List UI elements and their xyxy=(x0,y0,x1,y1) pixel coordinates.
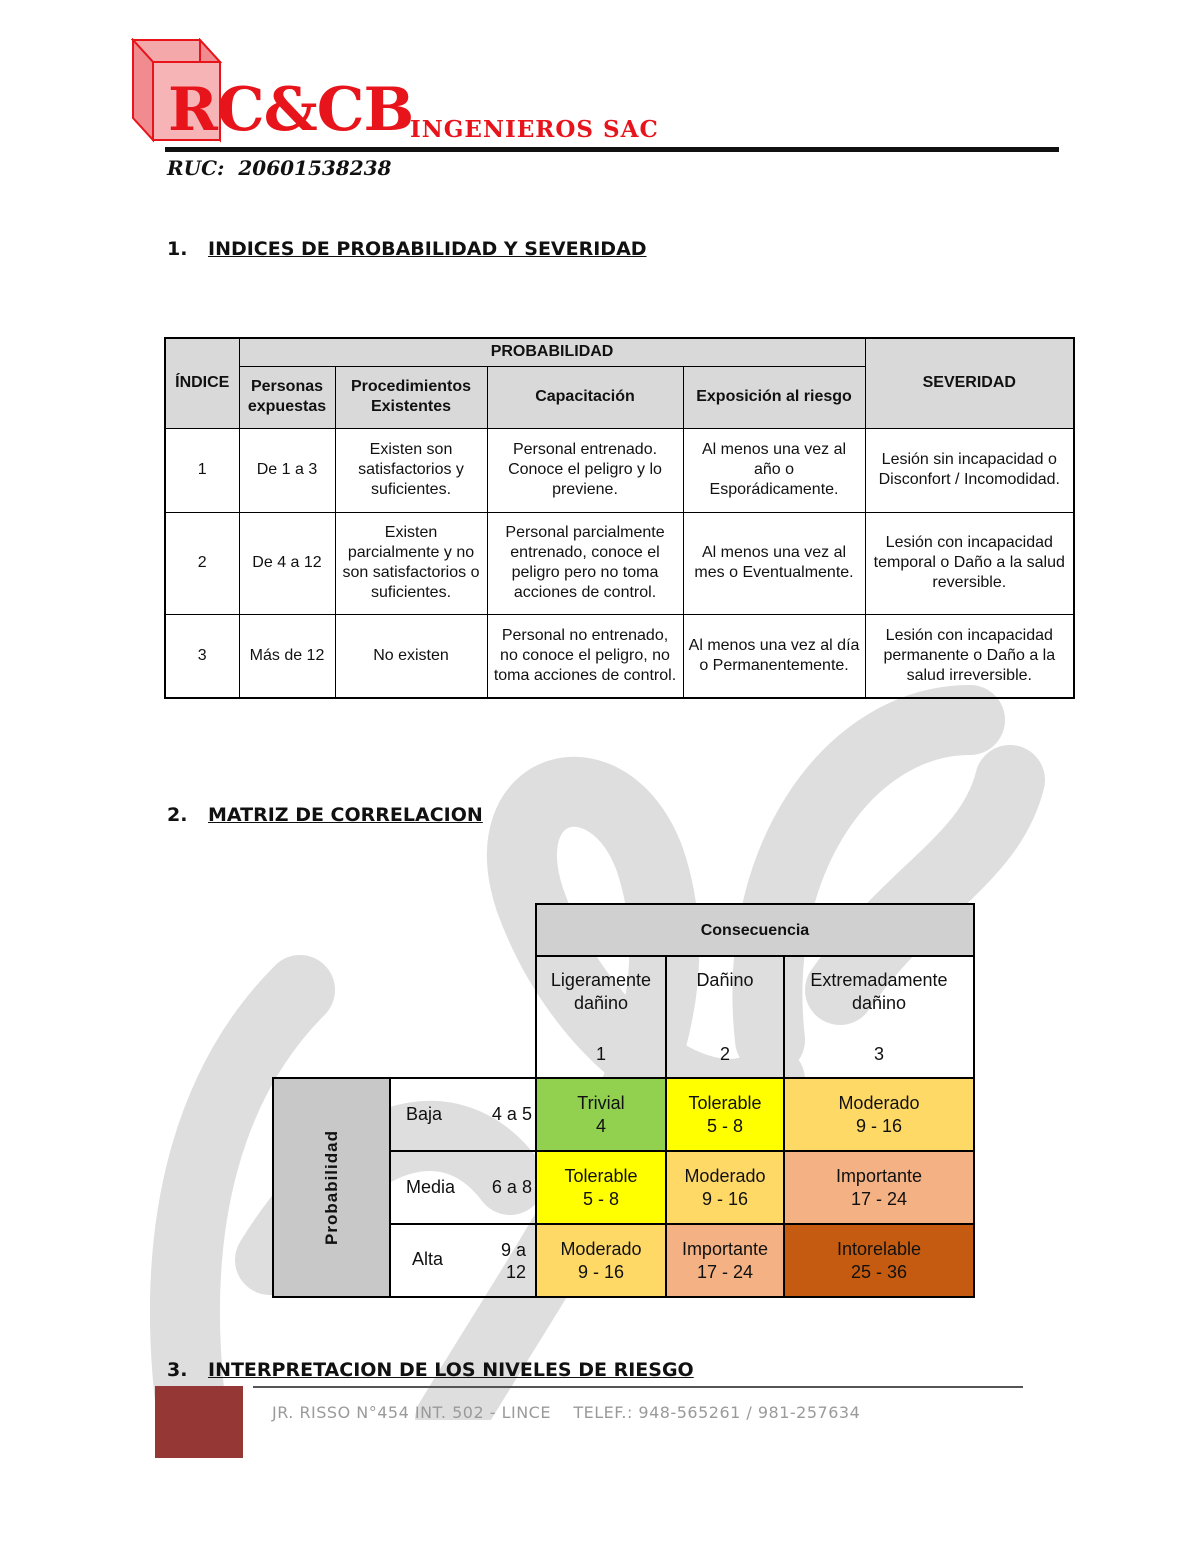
risk-cell-tolerable: Tolerable 5 - 8 xyxy=(666,1078,784,1151)
ruc-line xyxy=(167,156,391,180)
risk-cell-moderado: Moderado 9 - 16 xyxy=(784,1078,974,1151)
brand-name: RC&CB xyxy=(168,75,414,145)
indices-table xyxy=(164,337,1075,699)
col-header-personas: Personas expuestas xyxy=(239,366,335,428)
consequence-header-2: Dañino 2 xyxy=(666,956,784,1078)
consequence-header-1: Ligeramente dañino 1 xyxy=(536,956,666,1078)
cell-capacitacion: Personal entrenado. Conoce el peligro y lo previene. xyxy=(487,428,683,512)
cell-indice: 1 xyxy=(165,428,239,512)
footer-phones: TELEF.: 948-565261 / 981-257634 xyxy=(573,1403,861,1422)
cell-procedimientos: Existen parcialmente y no son satisfactorios o suficientes. xyxy=(335,512,487,614)
cell-exposicion: Al menos una vez al año o Esporádicamente. xyxy=(683,428,865,512)
footer-rule xyxy=(253,1386,1023,1388)
cell-exposicion: Al menos una vez al día o Permanentemente. xyxy=(683,614,865,698)
level-alta: Alta 9 a 12 xyxy=(390,1224,536,1297)
probabilidad-axis-label: Probabilidad xyxy=(273,1078,390,1297)
level-baja: Baja 4 a 5 xyxy=(390,1078,536,1151)
risk-cell-trivial: Trivial 4 xyxy=(536,1078,666,1151)
consecuencia-header: Consecuencia xyxy=(536,904,974,956)
section-title-3: 3. INTERPRETACION DE LOS NIVELES DE RIESGO xyxy=(167,1359,694,1381)
probabilidad-header: PROBABILIDAD xyxy=(239,338,865,366)
indice-header: ÍNDICE xyxy=(165,338,239,428)
section-title-text: INTERPRETACION DE LOS NIVELES DE RIESGO xyxy=(208,1359,694,1381)
cell-severidad: Lesión con incapacidad permanente o Daño a la salud irreversible. xyxy=(865,614,1074,698)
header-rule xyxy=(165,147,1059,152)
cell-personas: De 1 a 3 xyxy=(239,428,335,512)
cell-capacitacion: Personal parcialmente entrenado, conoce el peligro pero no toma acciones de control. xyxy=(487,512,683,614)
risk-cell-tolerable: Tolerable 5 - 8 xyxy=(536,1151,666,1224)
cell-capacitacion: Personal no entrenado, no conoce el peligro, no toma acciones de control. xyxy=(487,614,683,698)
table-row xyxy=(165,614,1074,698)
cell-personas: Más de 12 xyxy=(239,614,335,698)
severidad-header: SEVERIDAD xyxy=(865,338,1074,428)
footer-color-block xyxy=(155,1386,243,1458)
risk-cell-intolerable: Intorelable 25 - 36 xyxy=(784,1224,974,1297)
risk-cell-importante: Importante 17 - 24 xyxy=(666,1224,784,1297)
brand-subtitle: INGENIEROS SAC xyxy=(410,116,659,143)
cell-procedimientos: No existen xyxy=(335,614,487,698)
ruc-number: 20601538238 xyxy=(238,156,392,180)
cell-personas: De 4 a 12 xyxy=(239,512,335,614)
cell-indice: 2 xyxy=(165,512,239,614)
section-title-1: 1. INDICES DE PROBABILIDAD Y SEVERIDAD xyxy=(167,238,647,260)
cell-severidad: Lesión sin incapacidad o Disconfort / Incomodidad. xyxy=(865,428,1074,512)
cell-procedimientos: Existen son satisfactorios y suficientes. xyxy=(335,428,487,512)
col-header-procedimientos: Procedimientos Existentes xyxy=(335,366,487,428)
section-title-2: 2. MATRIZ DE CORRELACION xyxy=(167,804,483,826)
table-row xyxy=(165,428,1074,512)
footer-contact xyxy=(272,1403,860,1422)
risk-cell-moderado: Moderado 9 - 16 xyxy=(666,1151,784,1224)
table-row xyxy=(165,512,1074,614)
ruc-label: RUC: xyxy=(167,156,225,180)
consequence-header-3: Extremadamente dañino 3 xyxy=(784,956,974,1078)
risk-cell-importante: Importante 17 - 24 xyxy=(784,1151,974,1224)
cell-indice: 3 xyxy=(165,614,239,698)
correlation-matrix xyxy=(272,903,975,1298)
level-media: Media 6 a 8 xyxy=(390,1151,536,1224)
risk-cell-moderado: Moderado 9 - 16 xyxy=(536,1224,666,1297)
section-title-text: MATRIZ DE CORRELACION xyxy=(208,804,483,826)
cell-severidad: Lesión con incapacidad temporal o Daño a la salud reversible. xyxy=(865,512,1074,614)
footer-address: JR. RISSO N°454 INT. 502 - LINCE xyxy=(272,1403,551,1422)
col-header-capacitacion: Capacitación xyxy=(487,366,683,428)
section-title-text: INDICES DE PROBABILIDAD Y SEVERIDAD xyxy=(208,238,647,260)
col-header-exposicion: Exposición al riesgo xyxy=(683,366,865,428)
cell-exposicion: Al menos una vez al mes o Eventualmente. xyxy=(683,512,865,614)
